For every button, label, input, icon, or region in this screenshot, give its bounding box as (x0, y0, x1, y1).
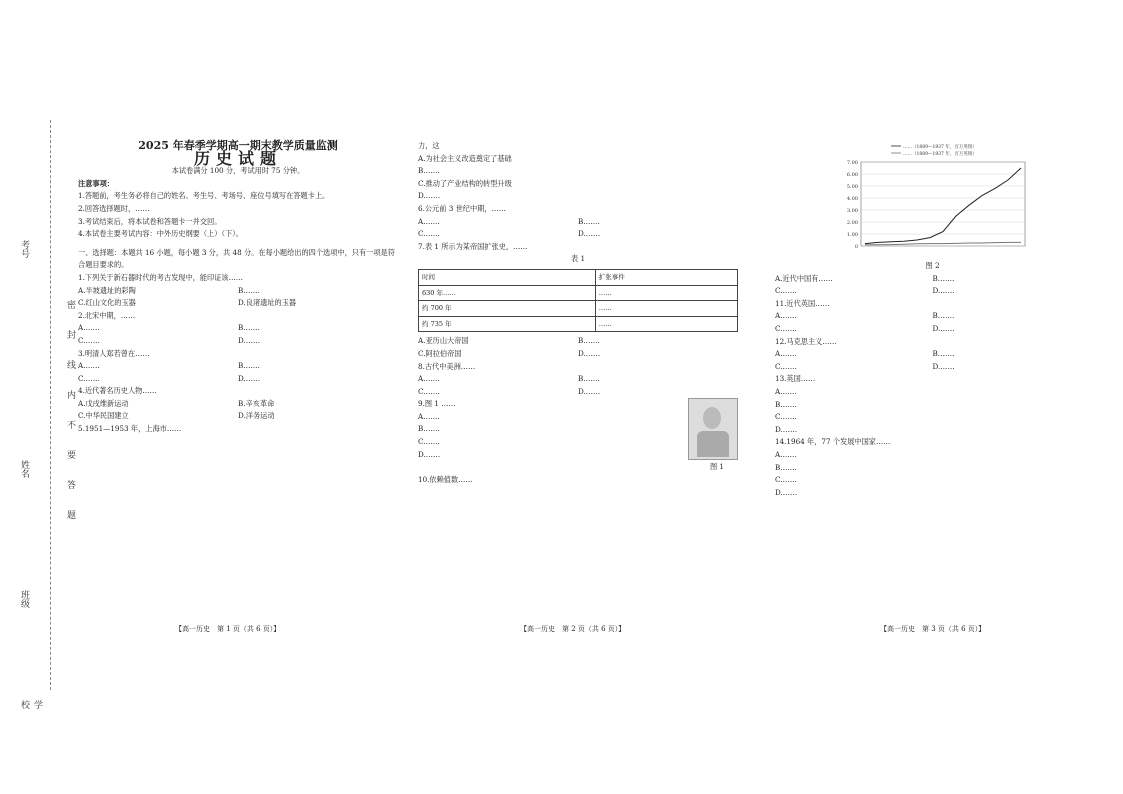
table-cell: 约 735 年 (419, 316, 596, 332)
option: D.…… (578, 386, 601, 396)
question-8: 8.古代中美洲…… (418, 361, 476, 371)
y-tick-label: 0 (854, 244, 858, 250)
question-4: 4.近代著名历史人物…… (78, 386, 157, 396)
table-1 (418, 269, 738, 332)
question-14: 14.1964 年，77 个发展中国家…… (775, 437, 891, 447)
y-tick-label: 3.00 (846, 208, 858, 214)
legend-entry: ……（1889—1937 年，百万英镑） (902, 152, 977, 157)
option: B.…… (578, 216, 600, 226)
table-cell: …… (595, 301, 737, 317)
notice-char: 要 (65, 450, 75, 459)
notes-heading: 注意事项： (78, 178, 114, 188)
options (775, 285, 1090, 298)
option: C.…… (775, 475, 797, 485)
binding-line (50, 120, 52, 690)
chart-caption: 图 2 (925, 261, 940, 270)
exam-number-label: 考号 (19, 240, 29, 258)
options (418, 335, 738, 348)
option: C.…… (775, 286, 797, 296)
option: C.…… (775, 323, 797, 333)
option: B.…… (932, 311, 955, 321)
option: B.…… (238, 361, 260, 371)
option: D.良渚遗址的玉器 (238, 298, 297, 308)
notice-char: 题 (65, 510, 75, 519)
table-head-cell: 时间 (419, 269, 596, 285)
y-tick-label: 7.00 (846, 160, 858, 166)
option: B.…… (578, 336, 600, 346)
option: A.…… (418, 411, 440, 421)
question-7: 7.表 1 所示为某帝国扩张史，…… (418, 241, 528, 251)
options (775, 273, 1090, 286)
option: C.…… (775, 412, 797, 422)
legend-entry: ……（1889—1937 年，百万英镑） (902, 145, 977, 150)
table-cell: 630 年…… (419, 285, 596, 301)
option: A.…… (775, 349, 797, 359)
column-2 (418, 140, 738, 486)
options (78, 360, 398, 373)
y-tick-label: 4.00 (846, 196, 858, 202)
options (775, 310, 1090, 323)
option: D.洋务运动 (238, 411, 275, 421)
options (78, 410, 398, 423)
y-tick-label: 2.00 (846, 220, 858, 226)
question-11: 11.近代英国…… (775, 298, 830, 308)
options (78, 398, 398, 411)
option: C.…… (78, 335, 100, 345)
page-footer-1: 【高一历史 第 1 页（共 6 页）】 (175, 625, 281, 633)
table-row (419, 316, 738, 332)
option: D.…… (932, 361, 955, 371)
notice-char: 内 (65, 390, 75, 399)
options (418, 348, 738, 361)
portrait-face (703, 407, 721, 429)
options (78, 322, 398, 335)
column-1 (78, 140, 398, 436)
option: D.…… (418, 449, 441, 459)
option: C.红山文化的玉器 (78, 298, 136, 308)
y-tick-label: 5.00 (846, 184, 858, 190)
portrait-figure (688, 398, 738, 460)
option: A.戊戌维新运动 (78, 398, 129, 408)
option: B.辛亥革命 (238, 398, 275, 408)
options (775, 361, 1090, 374)
option: D.…… (578, 229, 601, 239)
note-item: 3.考试结束后，将本试卷和答题卡一并交回。 (78, 216, 222, 226)
school-label: 学校 (19, 700, 42, 709)
option: A.…… (775, 449, 797, 459)
portrait-body (697, 431, 729, 457)
subject-title: 历史试题 (193, 148, 282, 168)
series-line (865, 242, 1021, 244)
option: D.…… (775, 424, 798, 434)
question-13: 13.英国…… (775, 374, 816, 384)
plot-frame (861, 162, 1025, 246)
option: B.…… (932, 349, 955, 359)
option: C.中华民国建立 (78, 411, 129, 421)
option: D.…… (578, 348, 601, 358)
question-12: 12.马克思主义…… (775, 336, 837, 346)
option: D.…… (418, 191, 441, 201)
table-header-row (419, 269, 738, 285)
option: B.…… (238, 285, 260, 295)
exam-title: 2025 年春季学期高一期末教学质量监测 (138, 139, 338, 152)
option: D.…… (775, 487, 798, 497)
option: B.…… (775, 399, 797, 409)
table-row (419, 285, 738, 301)
series-line (865, 168, 1021, 244)
options (78, 335, 398, 348)
question-10: 10.依赖值数…… (418, 474, 473, 484)
option: C.推动了产业结构的转型升级 (418, 178, 512, 188)
question-9: 9.图 1 …… (418, 399, 456, 409)
option: C.…… (775, 361, 797, 371)
option: C.…… (418, 386, 440, 396)
question-1: 1.下列关于新石器时代的考古发现中，能印证该…… (78, 272, 243, 282)
notice-char: 密 (65, 300, 75, 309)
option: B.…… (418, 166, 440, 176)
figure-1-label: 图 1 (709, 462, 724, 472)
options (418, 386, 738, 399)
notice-char: 答 (65, 480, 75, 489)
notice-char: 不 (65, 420, 75, 429)
class-label: 班级 (19, 590, 29, 608)
question-9-block (418, 398, 738, 474)
option: C.…… (418, 229, 440, 239)
table-cell: …… (595, 285, 737, 301)
option: A.…… (78, 361, 100, 371)
option: A.…… (775, 386, 797, 396)
options (78, 285, 398, 298)
option: B.…… (238, 323, 260, 333)
option: A.近代中国有…… (775, 273, 833, 283)
option: A.…… (418, 374, 440, 384)
exam-intro: 本试卷满分 100 分，考试用时 75 分钟。 (171, 166, 305, 176)
question-3: 3.明清人郑若曾在…… (78, 348, 150, 358)
option: B.…… (932, 273, 955, 283)
option: A.为社会主义改造奠定了基础 (418, 153, 512, 163)
question-2: 2.北宋中期，…… (78, 310, 136, 320)
y-tick-label: 6.00 (846, 172, 858, 178)
line-chart (833, 140, 1033, 260)
option: A.…… (418, 216, 440, 226)
note-item: 1.答题前，考生务必将自己的姓名、考生号、考场号、座位号填写在答题卡上。 (78, 191, 330, 201)
table-cell: 约 700 年 (419, 301, 596, 317)
options (775, 323, 1090, 336)
options (418, 228, 738, 241)
option: B.…… (775, 462, 797, 472)
note-item: 2.回答选择题时，…… (78, 203, 150, 213)
note-item: 4.本试卷主要考试内容：中外历史纲要（上）（下）。 (78, 229, 243, 239)
chart-svg (833, 140, 1033, 260)
options (78, 297, 398, 310)
option: C.…… (78, 373, 100, 383)
notice-char: 线 (65, 360, 75, 369)
option: A.…… (78, 323, 100, 333)
question-5-cont: 力，这 (418, 141, 440, 150)
section-heading: 一、选择题：本题共 16 小题，每小题 3 分，共 48 分。在每小题给出的四个选项中，只有一项是符合题目要求的。 (78, 247, 395, 270)
question-5: 5.1951—1953 年，上海市…… (78, 424, 182, 434)
option: A.亚历山大帝国 (418, 336, 469, 346)
table-head-cell: 扩张事件 (595, 269, 737, 285)
option: C.…… (418, 437, 440, 447)
options (775, 348, 1090, 361)
page-footer-3: 【高一历史 第 3 页（共 6 页）】 (880, 625, 986, 633)
options (418, 216, 738, 229)
column-3 (775, 140, 1090, 499)
options (418, 373, 738, 386)
option: B.…… (418, 424, 440, 434)
y-tick-label: 1.00 (846, 232, 858, 238)
option: D.…… (932, 286, 955, 296)
option: C.阿拉伯帝国 (418, 348, 462, 358)
option: B.…… (578, 374, 600, 384)
page-footer-2: 【高一历史 第 2 页（共 6 页）】 (520, 625, 626, 633)
option: D.…… (238, 335, 261, 345)
options (78, 373, 398, 386)
question-6: 6.公元前 3 世纪中期，…… (418, 203, 506, 213)
option: D.…… (932, 323, 955, 333)
notice-char: 封 (65, 330, 75, 339)
name-label: 姓名 (19, 460, 29, 478)
table-cell: …… (595, 316, 737, 332)
option: A.…… (775, 311, 797, 321)
table-row (419, 301, 738, 317)
table-title: 表 1 (570, 254, 586, 264)
option: D.…… (238, 373, 261, 383)
option: A.半坡遗址的彩陶 (78, 285, 136, 295)
